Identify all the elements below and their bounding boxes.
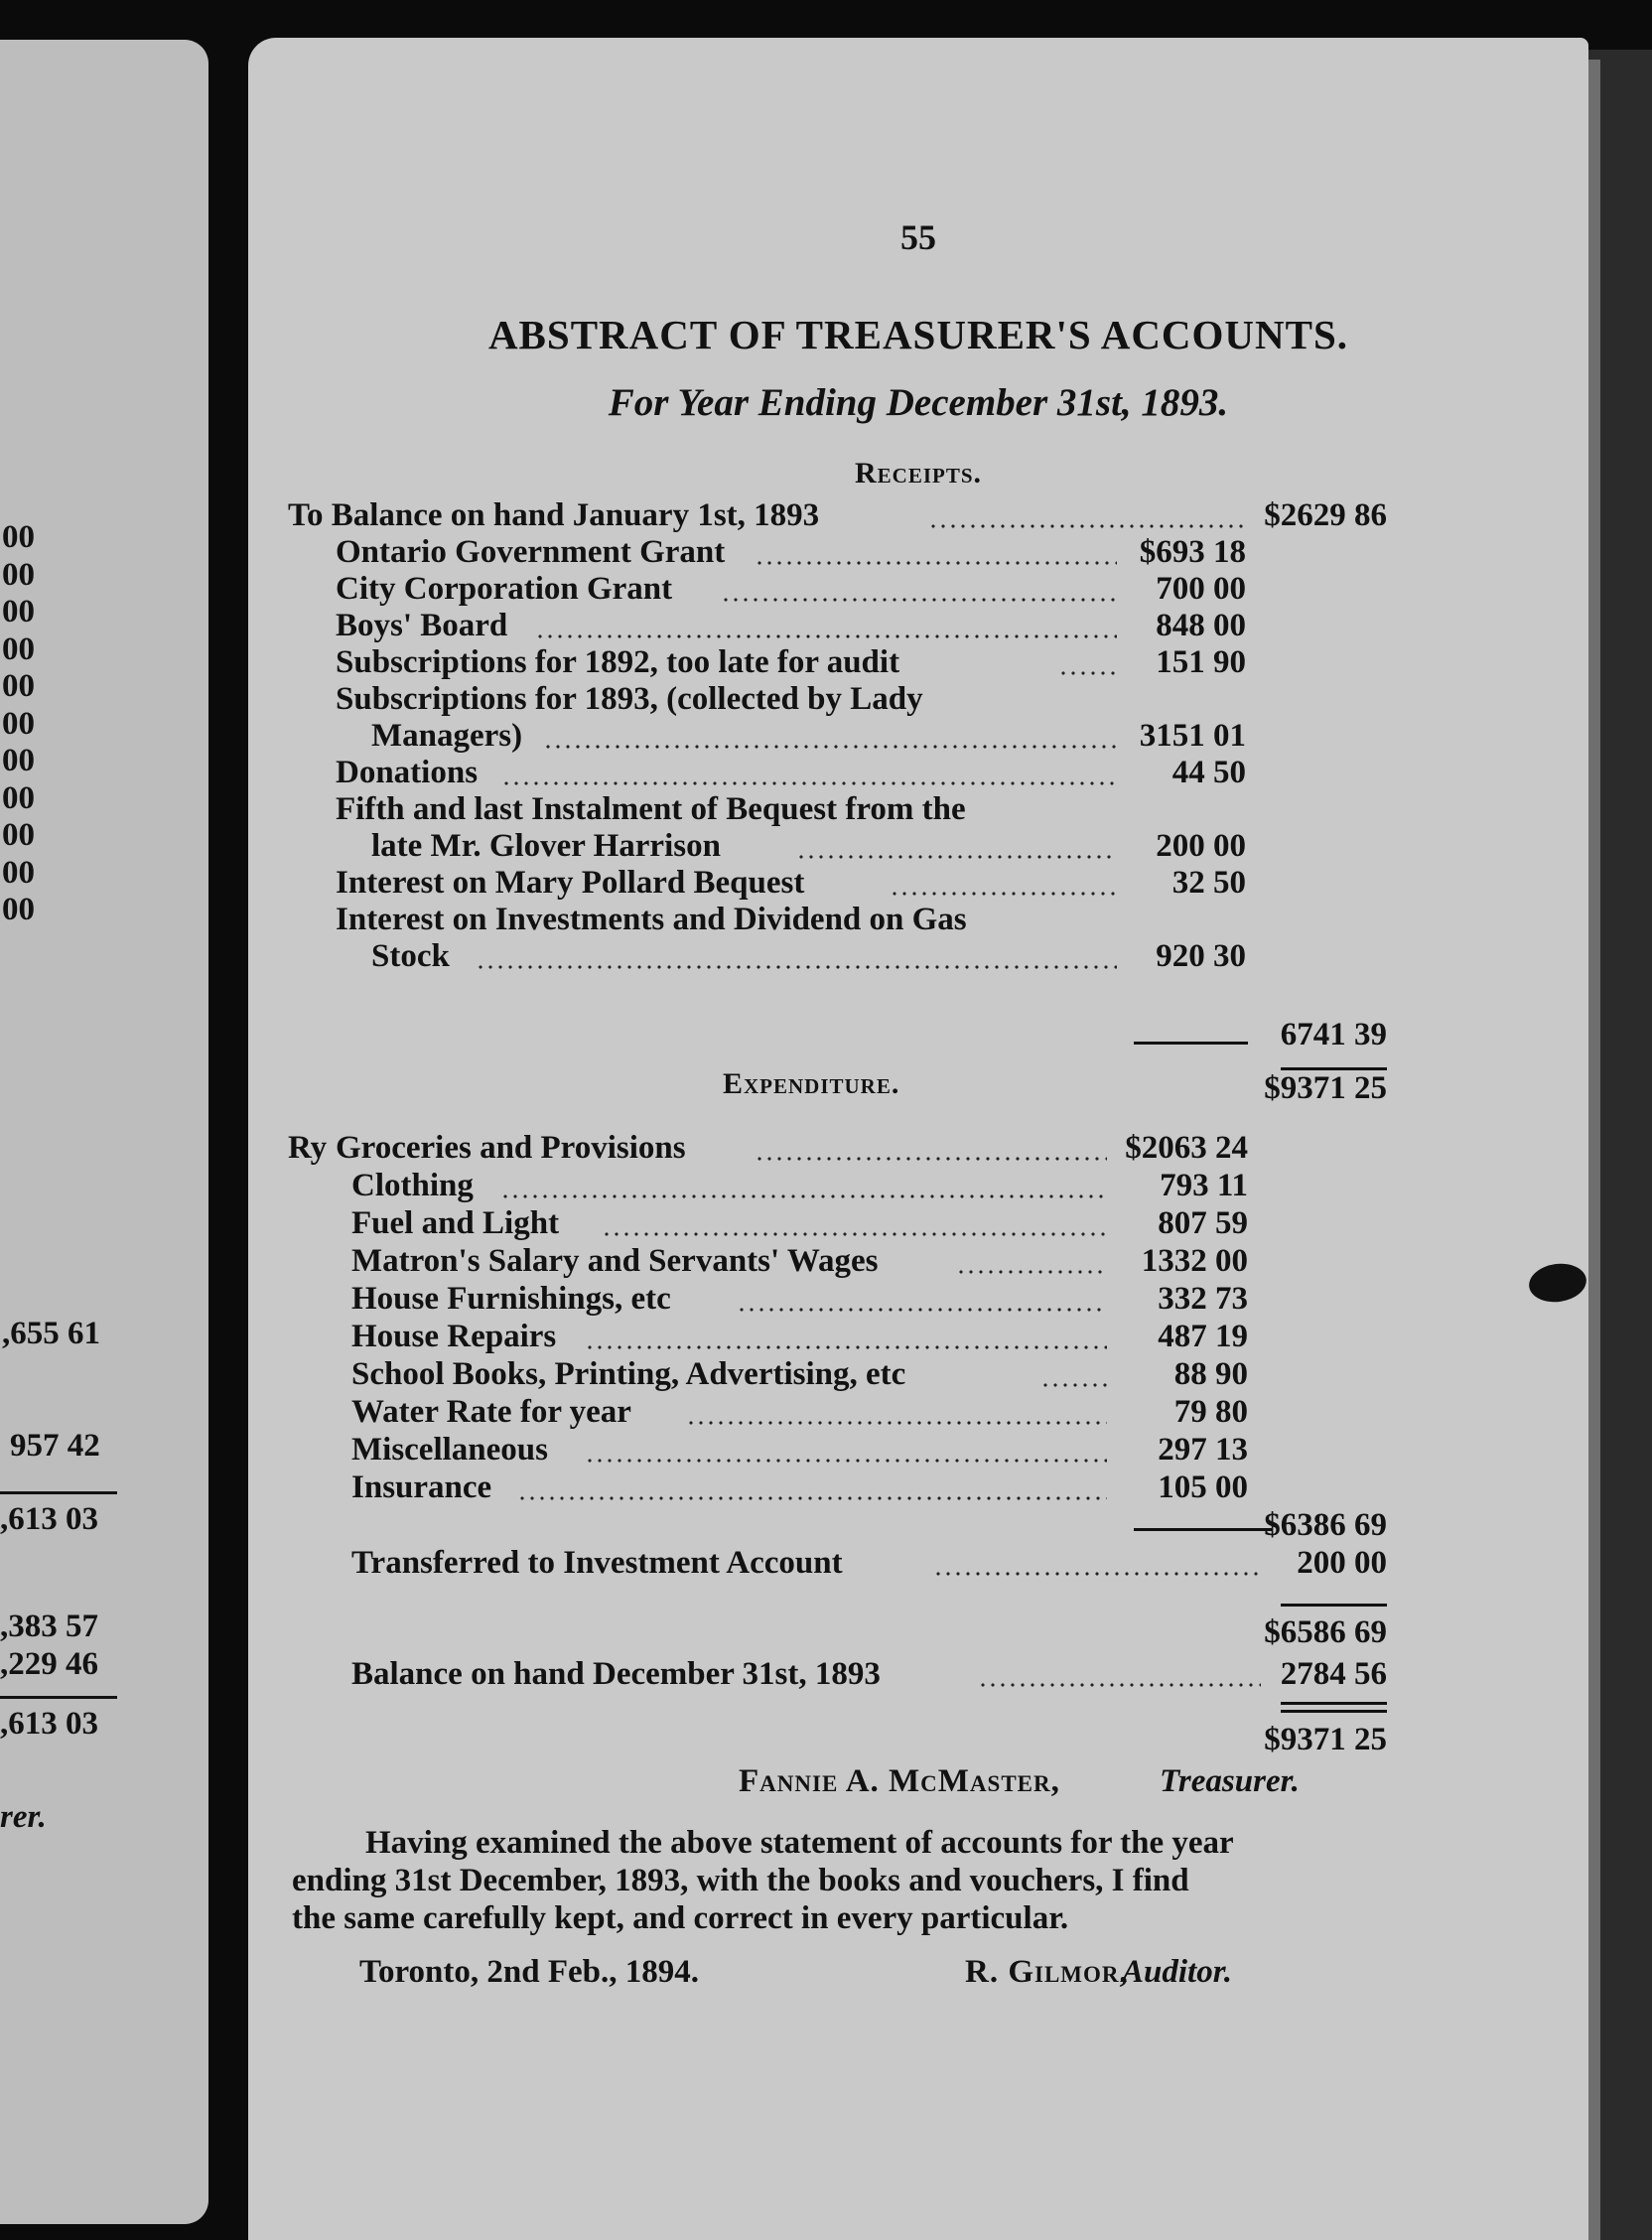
expenditure-heading: Expenditure. (723, 1067, 900, 1100)
page-edge (1586, 60, 1600, 2240)
receipt-label: Fifth and last Instalment of Bequest from the (336, 791, 966, 827)
expenditure-subtotal: $6386 69 (1264, 1507, 1387, 1543)
expenditure-amount: 297 13 (1158, 1432, 1248, 1468)
document-page (248, 38, 1588, 2240)
receipts-subtotal-rule (1134, 1042, 1248, 1045)
facing-page-value: 00 (2, 705, 35, 742)
receipt-label: Interest on Mary Pollard Bequest (336, 865, 805, 901)
facing-page-line: ,383 57 (0, 1609, 98, 1644)
expenditure-label: Insurance (351, 1470, 492, 1505)
leader-dots (543, 745, 1117, 749)
expenditure-label: School Books, Printing, Advertising, etc (351, 1356, 906, 1392)
facing-page-line: ,613 03 (0, 1706, 98, 1742)
facing-page-line: ,613 03 (0, 1501, 98, 1537)
receipt-label: Subscriptions for 1892, too late for audit (336, 644, 900, 680)
facing-page-value: 00 (2, 892, 35, 927)
expenditure-total: $6586 69 (1264, 1614, 1387, 1650)
expenditure-label: Clothing (351, 1168, 474, 1203)
transfer-amount: 200 00 (1297, 1545, 1387, 1581)
leader-dots (602, 1232, 1107, 1236)
leader-dots (686, 1421, 1107, 1425)
receipt-label: Subscriptions for 1893, (collected by Lady (336, 681, 923, 717)
facing-page-value: 00 (2, 630, 35, 667)
page-number: 55 (900, 217, 936, 257)
leader-dots (933, 1572, 1261, 1576)
receipt-amount: 3151 01 (1139, 718, 1246, 754)
receipts-heading: Receipts. (854, 457, 983, 490)
treasurer-name: Fannie A. McMaster, (739, 1763, 1060, 1799)
receipt-amount: 151 90 (1156, 644, 1246, 680)
leader-dots (500, 1194, 1107, 1198)
expenditure-label: Fuel and Light (351, 1205, 560, 1241)
receipt-amount: 200 00 (1156, 828, 1246, 864)
facing-page-rule (0, 1696, 117, 1699)
treasurer-role: Treasurer. (1160, 1763, 1300, 1799)
leader-dots (585, 1459, 1107, 1463)
grand-total: $9371 25 (1264, 1722, 1387, 1757)
leader-dots (1040, 1383, 1107, 1387)
facing-page-line: ,655 61 (2, 1316, 100, 1351)
expenditure-amount: 487 19 (1158, 1319, 1248, 1354)
leader-dots (1058, 671, 1117, 675)
facing-page-value: 00 (2, 556, 35, 593)
receipt-label-continued: Stock (371, 938, 450, 974)
receipt-amount: $693 18 (1139, 534, 1246, 570)
expenditure-prefix: Ry (288, 1130, 328, 1166)
expenditure-amount: 332 73 (1158, 1281, 1248, 1317)
receipt-amount: 848 00 (1156, 608, 1246, 643)
audit-statement-line: ending 31st December, 1893, with the books and vouchers, I find (292, 1863, 1189, 1898)
expenditure-label: Groceries and Provisions (336, 1130, 686, 1166)
expenditure-label: Miscellaneous (351, 1432, 548, 1468)
expenditure-amount: 793 11 (1160, 1168, 1248, 1203)
leader-dots (517, 1496, 1107, 1500)
expenditure-amount: 1332 00 (1141, 1243, 1248, 1279)
closing-balance-label: Balance on hand December 31st, 1893 (351, 1656, 881, 1692)
expenditure-amount: 105 00 (1158, 1470, 1248, 1505)
expenditure-label: House Furnishings, etc (351, 1281, 671, 1317)
receipt-label: City Corporation Grant (336, 571, 673, 607)
leader-dots (890, 892, 1117, 896)
receipt-label: Interest on Investments and Dividend on Gas (336, 902, 967, 937)
transfer-label: Transferred to Investment Account (351, 1545, 843, 1581)
leader-dots (721, 598, 1117, 602)
facing-page-rule (0, 1491, 117, 1494)
facing-page-value: 00 (2, 779, 35, 816)
receipt-opening-amount: $2629 86 (1264, 497, 1387, 533)
receipt-label: Donations (336, 755, 479, 790)
document-title: ABSTRACT OF TREASURER'S ACCOUNTS. (487, 312, 1349, 357)
expenditure-label: House Repairs (351, 1319, 557, 1354)
auditor-name: R. Gilmor, (965, 1954, 1129, 1990)
receipt-amount: 32 50 (1171, 865, 1246, 901)
facing-page (0, 40, 208, 2224)
leader-dots (755, 1157, 1107, 1161)
closing-balance-amount: 2784 56 (1280, 1656, 1387, 1692)
grand-total-rule-1 (1281, 1702, 1387, 1705)
facing-page-line: 957 42 (10, 1428, 100, 1464)
audit-statement-line: the same carefully kept, and correct in every particular. (292, 1900, 1069, 1936)
receipt-amount: 44 50 (1171, 755, 1246, 790)
expenditure-label: Matron's Salary and Servants' Wages (351, 1243, 879, 1279)
facing-page-value: 00 (2, 519, 35, 555)
expenditure-label: Water Rate for year (351, 1394, 631, 1430)
receipt-label: Boys' Board (336, 608, 508, 643)
receipts-total: $9371 25 (1264, 1070, 1387, 1106)
footer-place-date: Toronto, 2nd Feb., 1894. (359, 1954, 699, 1990)
receipt-label-continued: late Mr. Glover Harrison (371, 828, 721, 864)
ink-blot (1527, 1260, 1588, 1306)
leader-dots (755, 561, 1117, 565)
leader-dots (476, 965, 1117, 969)
receipt-amount: 700 00 (1156, 571, 1246, 607)
leader-dots (796, 855, 1117, 859)
leader-dots (535, 634, 1117, 638)
receipt-opening-label: To Balance on hand January 1st, 1893 (288, 497, 820, 533)
facing-page-line: ,229 46 (0, 1646, 98, 1682)
receipt-amount: 920 30 (1156, 938, 1246, 974)
expenditure-subtotal-rule (1134, 1528, 1273, 1531)
leader-dots (585, 1345, 1107, 1349)
leader-dots (737, 1308, 1107, 1312)
expenditure-amount: 88 90 (1173, 1356, 1248, 1392)
grand-total-rule-2 (1281, 1710, 1387, 1713)
receipt-label-continued: Managers) (371, 718, 523, 754)
document-subtitle: For Year Ending December 31st, 1893. (608, 381, 1229, 424)
transfer-rule (1281, 1604, 1387, 1607)
audit-statement-line: Having examined the above statement of accounts for the year (365, 1825, 1234, 1861)
leader-dots (501, 781, 1117, 785)
expenditure-amount: 79 80 (1173, 1394, 1248, 1430)
leader-dots (978, 1683, 1261, 1687)
facing-page-line: rer. (0, 1799, 47, 1835)
leader-dots (956, 1270, 1107, 1274)
expenditure-amount: $2063 24 (1125, 1130, 1248, 1166)
facing-page-value: 00 (2, 854, 35, 891)
facing-page-value: 00 (2, 594, 35, 630)
receipts-subtotal: 6741 39 (1280, 1017, 1387, 1052)
expenditure-amount: 807 59 (1158, 1205, 1248, 1241)
receipt-label: Ontario Government Grant (336, 534, 726, 570)
leader-dots (928, 524, 1246, 528)
facing-page-value: 00 (2, 668, 35, 704)
auditor-role: Auditor. (1122, 1954, 1232, 1990)
facing-page-value: 00 (2, 743, 35, 778)
facing-page-value: 00 (2, 817, 35, 853)
